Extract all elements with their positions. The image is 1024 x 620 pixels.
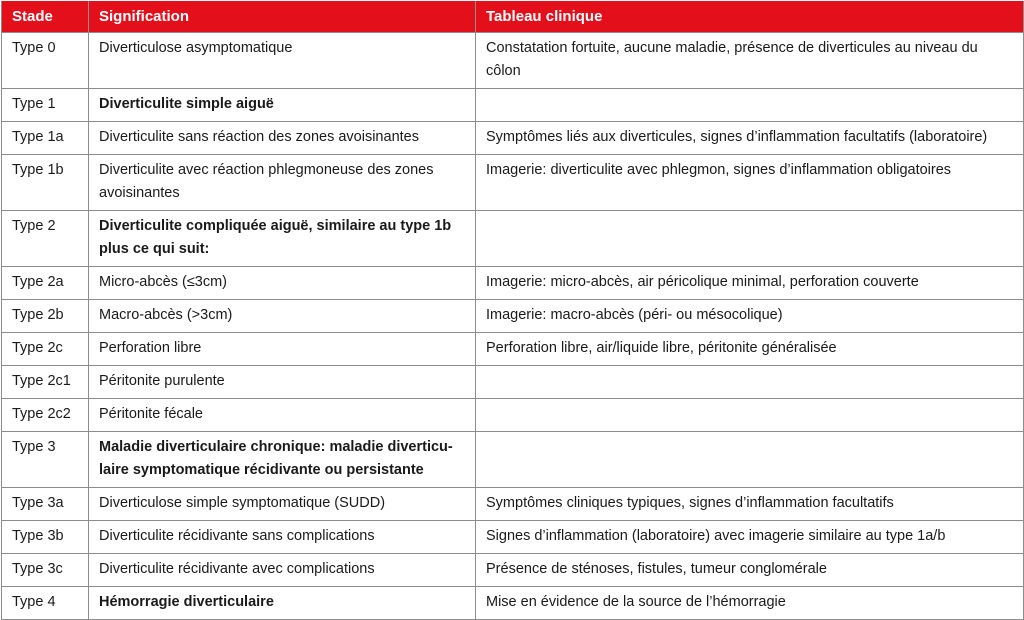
cell-tableau-clinique (476, 432, 1024, 488)
cell-signification: Diverticulite sans réaction des zones avoisinantes (89, 122, 476, 155)
cell-signification: Macro-abcès (>3cm) (89, 300, 476, 333)
cell-tableau-clinique: Imagerie: micro-abcès, air péricolique minimal, perforation couverte (476, 267, 1024, 300)
cell-signification: Maladie diverticulaire chronique: maladie diverticu-laire symptomatique récidivante ou persistante (89, 432, 476, 488)
table-body (2, 33, 1024, 620)
table-row (2, 554, 1024, 587)
cell-tableau-clinique: Mise en évidence de la source de l’hémorragie (476, 587, 1024, 620)
cell-stade: Type 3a (2, 488, 89, 521)
cell-signification: Micro-abcès (≤3cm) (89, 267, 476, 300)
table-row (2, 399, 1024, 432)
cell-stade: Type 3c (2, 554, 89, 587)
cell-tableau-clinique: Perforation libre, air/liquide libre, péritonite généralisée (476, 333, 1024, 366)
cell-tableau-clinique: Signes d’inflammation (laboratoire) avec imagerie similaire au type 1a/b (476, 521, 1024, 554)
table-row (2, 521, 1024, 554)
header-tableau-clinique: Tableau clinique (476, 1, 1024, 33)
cell-stade: Type 1 (2, 89, 89, 122)
cell-stade: Type 2c2 (2, 399, 89, 432)
cell-stade: Type 4 (2, 587, 89, 620)
table-row (2, 333, 1024, 366)
cell-tableau-clinique (476, 399, 1024, 432)
table-row (2, 122, 1024, 155)
table-row (2, 432, 1024, 488)
table-row (2, 155, 1024, 211)
cell-stade: Type 2c (2, 333, 89, 366)
cell-stade: Type 2a (2, 267, 89, 300)
header-row (2, 1, 1024, 33)
cell-tableau-clinique: Présence de sténoses, fistules, tumeur conglomérale (476, 554, 1024, 587)
cell-stade: Type 3 (2, 432, 89, 488)
cell-signification: Diverticulite récidivante avec complications (89, 554, 476, 587)
cell-signification: Diverticulose simple symptomatique (SUDD) (89, 488, 476, 521)
table-row (2, 300, 1024, 333)
cell-tableau-clinique: Imagerie: diverticulite avec phlegmon, signes d’inflammation obligatoires (476, 155, 1024, 211)
cell-signification: Diverticulose asymptomatique (89, 33, 476, 89)
header-stade: Stade (2, 1, 89, 33)
classification-table (1, 1, 1024, 620)
cell-stade: Type 2c1 (2, 366, 89, 399)
table-row (2, 267, 1024, 300)
cell-tableau-clinique: Constatation fortuite, aucune maladie, présence de diverticules au niveau du côlon (476, 33, 1024, 89)
cell-tableau-clinique (476, 89, 1024, 122)
cell-stade: Type 1a (2, 122, 89, 155)
cell-signification: Perforation libre (89, 333, 476, 366)
cell-signification: Diverticulite récidivante sans complications (89, 521, 476, 554)
cell-stade: Type 0 (2, 33, 89, 89)
table-row (2, 89, 1024, 122)
cell-tableau-clinique: Symptômes liés aux diverticules, signes d’inflammation facultatifs (laboratoire) (476, 122, 1024, 155)
cell-stade: Type 1b (2, 155, 89, 211)
table-row (2, 33, 1024, 89)
table-row (2, 366, 1024, 399)
header-signification: Signification (89, 1, 476, 33)
cell-signification: Péritonite purulente (89, 366, 476, 399)
table-row (2, 587, 1024, 620)
table-row (2, 488, 1024, 521)
table-header (2, 1, 1024, 33)
cell-tableau-clinique (476, 366, 1024, 399)
cell-stade: Type 2b (2, 300, 89, 333)
cell-signification: Diverticulite avec réaction phlegmoneuse des zones avoisinantes (89, 155, 476, 211)
cell-tableau-clinique: Imagerie: macro-abcès (péri- ou mésocolique) (476, 300, 1024, 333)
cell-tableau-clinique: Symptômes cliniques typiques, signes d’inflammation facultatifs (476, 488, 1024, 521)
cell-stade: Type 3b (2, 521, 89, 554)
cell-signification: Péritonite fécale (89, 399, 476, 432)
cell-tableau-clinique (476, 211, 1024, 267)
cell-signification: Diverticulite simple aiguë (89, 89, 476, 122)
cell-signification: Hémorragie diverticulaire (89, 587, 476, 620)
cell-stade: Type 2 (2, 211, 89, 267)
cell-signification: Diverticulite compliquée aiguë, similaire au type 1b plus ce qui suit: (89, 211, 476, 267)
table-row (2, 211, 1024, 267)
